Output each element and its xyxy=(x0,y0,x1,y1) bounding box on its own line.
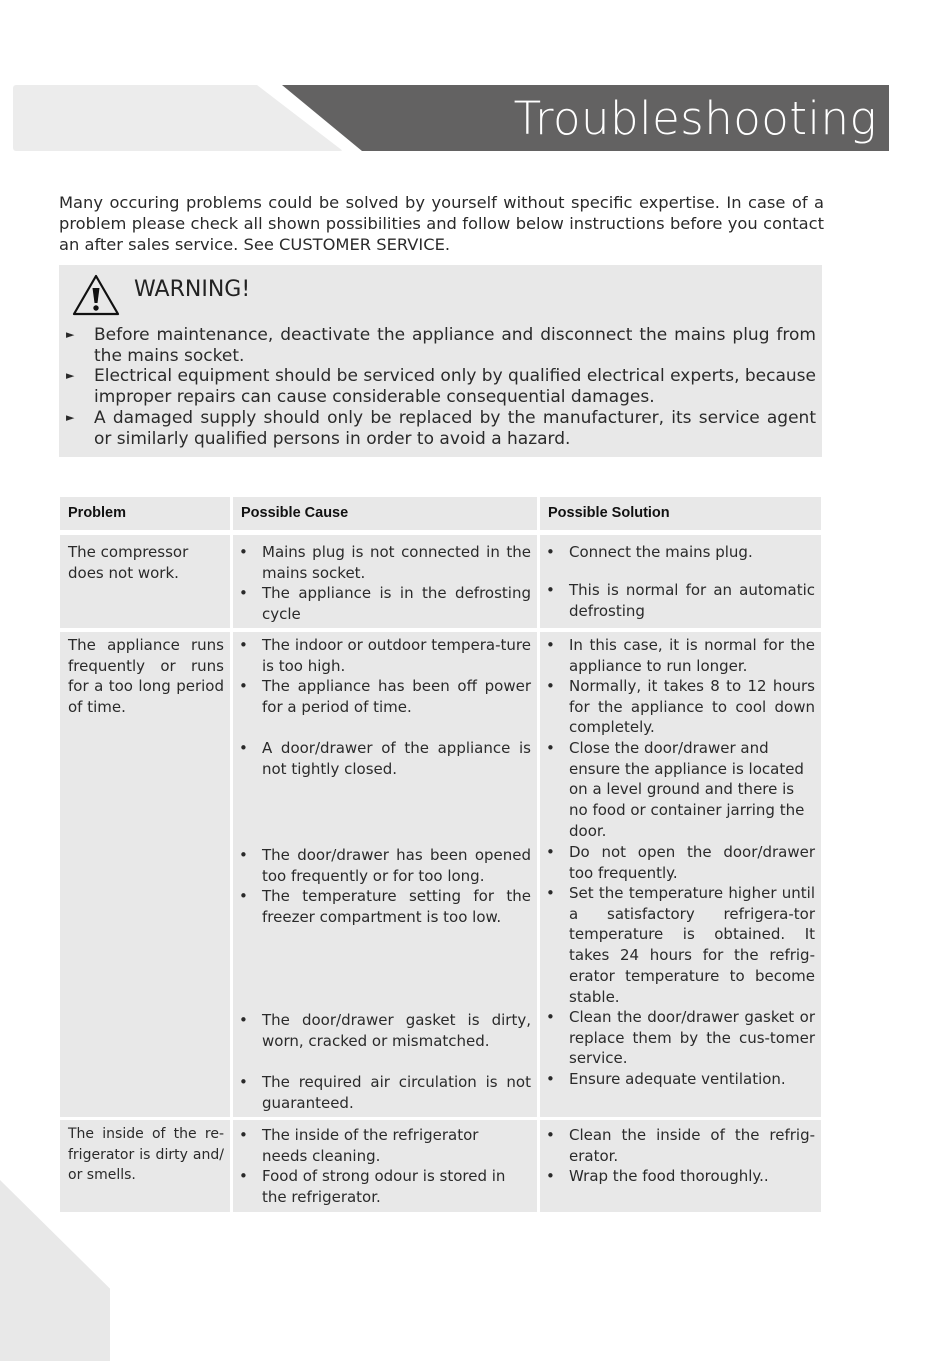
solution-item: • Wrap the food thoroughly.. xyxy=(546,1167,769,1185)
cause-item: • The door/drawer gasket is dirty, worn, cracked or mismatched. xyxy=(239,1011,531,1050)
warning-box xyxy=(59,265,822,457)
problem-text: The compressor does not work. xyxy=(68,543,189,582)
cause-item: • The door/drawer has been opened too frequently or for too long. xyxy=(239,846,531,885)
warning-item: ► Electrical equipment should be serviced only by qualified electrical experts, because improper repairs can cause considerable consequential damages. xyxy=(66,366,816,408)
solution-item: • In this case, it is normal for the appliance to run longer. xyxy=(546,636,815,675)
arrow-bullet-icon: ► xyxy=(66,328,75,341)
table-row-3-solution-cell xyxy=(540,1120,821,1212)
cause-item: • The temperature setting for the freezer compartment is too low. xyxy=(239,887,531,926)
table-row-1-cause-cell xyxy=(233,535,537,628)
problem-text: The appliance runs frequently or runs for a too long period of time. xyxy=(68,636,224,717)
cause-item: • The appliance is in the defrosting cycle xyxy=(239,584,531,623)
warning-list xyxy=(59,325,822,449)
intro-text: Many occuring problems could be solved by yourself without specific expertise. In case of a problem please check all shown possibilities and follow below instructions before you contact an after sales service. See CUSTOMER SERVICE. xyxy=(59,193,824,254)
table-row-1-problem-cell xyxy=(60,535,230,628)
cause-item: • The appliance has been off power for a period of time. xyxy=(239,677,531,716)
cause-item: • The indoor or outdoor tempera-ture is too high. xyxy=(239,636,531,675)
cause-item: • Mains plug is not connected in the mains socket. xyxy=(239,543,531,582)
table-row-1-solution-cell xyxy=(540,535,821,628)
header-light-band xyxy=(13,85,343,151)
table-row-2-problem-cell xyxy=(60,632,230,1117)
warning-item: ► Before maintenance, deactivate the appliance and disconnect the mains plug from the mains socket. xyxy=(66,325,816,366)
warning-title: WARNING! xyxy=(134,277,251,302)
cause-item: • A door/drawer of the appliance is not tightly closed. xyxy=(239,739,531,778)
table-row-2-solution-cell xyxy=(540,632,821,1117)
solution-item: • Do not open the door/drawer too frequently. xyxy=(546,843,815,882)
cause-item: • Food of strong odour is stored in the refrigerator. xyxy=(239,1167,506,1206)
arrow-bullet-icon: ► xyxy=(66,369,75,383)
warning-triangle-icon xyxy=(71,273,121,317)
warning-item: ► A damaged supply should only be replaced by the manufacturer, its service agent or similarly qualified persons in order to avoid a hazard. xyxy=(66,407,816,449)
cause-item: • The required air circulation is not guaranteed. xyxy=(239,1073,531,1112)
solution-item: • Close the door/drawer and ensure the appliance is located on a level ground and there is no food or container jarring the door. xyxy=(546,739,805,840)
column-header-solution: Possible Solution xyxy=(540,497,821,530)
arrow-bullet-icon: ► xyxy=(66,410,75,424)
table-row-2-cause-cell xyxy=(233,632,537,1117)
table-row-3-problem-cell xyxy=(60,1120,230,1212)
solution-item: • Clean the inside of the refrig-erator. xyxy=(546,1126,815,1165)
column-header-problem: Problem xyxy=(60,497,230,530)
column-header-cause: Possible Cause xyxy=(233,497,537,530)
solution-item: • Connect the mains plug. xyxy=(546,543,753,561)
table-row-3-cause-cell xyxy=(233,1120,537,1212)
solution-item: • Ensure adequate ventilation. xyxy=(546,1070,786,1088)
problem-text: The inside of the re-frigerator is dirty and/ or smells. xyxy=(68,1126,224,1184)
page-title: Troubleshooting xyxy=(513,92,877,145)
solution-item: • Normally, it takes 8 to 12 hours for the appliance to cool down completely. xyxy=(546,677,815,737)
cause-item: • The inside of the refrigerator needs cleaning. xyxy=(239,1126,479,1165)
solution-item: • Clean the door/drawer gasket or replace them by the cus-tomer service. xyxy=(546,1008,815,1068)
solution-item: • Set the temperature higher until a satisfactory refrigera-tor temperature is obtained. It takes 24 hours for the refrig-erator temperature to become stable. xyxy=(546,884,815,1006)
solution-item: • This is normal for an automatic defrosting xyxy=(546,581,815,620)
